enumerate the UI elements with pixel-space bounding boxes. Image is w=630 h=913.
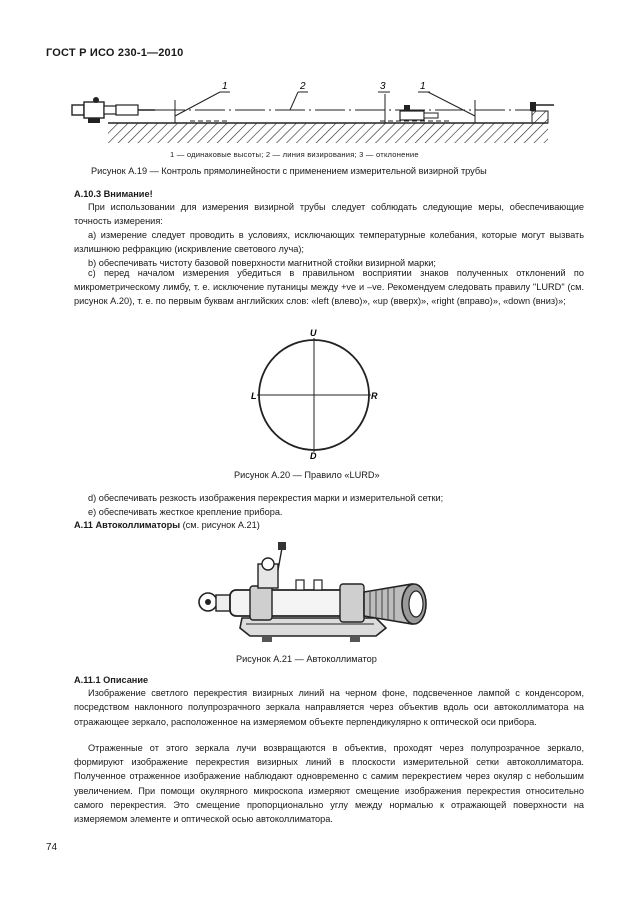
sighting-telescope bbox=[72, 97, 155, 123]
section-title: Описание bbox=[103, 675, 149, 685]
figure-reference: (см. рисунок А.21) bbox=[182, 520, 260, 530]
figure-a19-legend: 1 — одинаковые высоты; 2 — линия визирования; 3 — отклонение bbox=[170, 150, 419, 159]
figure-a20-diagram bbox=[250, 326, 380, 460]
paragraph-description-1: Изображение светлого перекрестия визирных линий на черном фоне, подсвеченное лампой с конденсором, посредством наклонного полупрозрачного зеркала направляется через объектив вдоль оси автоколлиматора на отражающее зеркало, расположенное на измеряемом объекте перпендикулярно к оптической оси прибора. bbox=[74, 688, 584, 727]
figure-a19-caption: Рисунок А.19 — Контроль прямолинейности с применением измерительной визирной трубы bbox=[91, 166, 487, 176]
section-title: Автоколлиматоры bbox=[95, 520, 181, 530]
section-number: А.10.3 bbox=[74, 189, 102, 199]
figure-a21-autocollimator bbox=[190, 540, 450, 646]
machine-table bbox=[108, 123, 548, 143]
paragraph-description-2: Отраженные от этого зеркала лучи возвращаются в объектив, проходят через полупрозрачное зеркало, формируют изображение перекрестия визирных линий в плоскости измерительной сетки автоколлиматора. Полученное отраженное изображение наблюдают одновременно с самим перекрестием через окуляр с небольшим увеличением. При помощи окулярного микроскопа измеряют смещение изображения перекрестия относительно самого перекрестия. Это смещение пропорционально углу между нормалью к отражающей поверхности на измеряемом элементе и оптической осью автоколлиматора. bbox=[74, 743, 584, 825]
list-item-e: е) обеспечивать жесткое крепление прибора. bbox=[88, 507, 283, 517]
callout-1-right: 1 bbox=[420, 81, 426, 92]
sighting-target bbox=[400, 105, 438, 120]
figure-a21-caption: Рисунок А.21 — Автоколлиматор bbox=[236, 654, 377, 664]
list-item-b: b) обеспечивать чистоту базовой поверхности магнитной стойки визирной марки; bbox=[88, 258, 436, 268]
list-item-c: с) перед началом измерения убедиться в правильном восприятии знаков полученных отклонений по микрометрическому лимбу, т. е. исключение путаницы между +ve и –ve. Рекомендуем следовать правилу "LURD" (см. рисунок А.20), т. е. по первым буквам английских слов: «left (влево)», «up (вверх)», «right (вправо)», «down (вниз)»; bbox=[74, 268, 584, 307]
section-number: А.11 bbox=[74, 520, 93, 530]
label-down: D bbox=[310, 451, 317, 460]
label-left: L bbox=[251, 391, 257, 401]
list-item-a: а) измерение следует проводить в условиях, исключающих температурные колебания, которые могут вызвать излишнюю рефракцию (искривление светового луча); bbox=[74, 230, 584, 255]
figure-a19-diagram bbox=[60, 72, 580, 150]
figure-a20-caption: Рисунок А.20 — Правило «LURD» bbox=[234, 470, 380, 480]
callout-3: 3 bbox=[380, 81, 386, 92]
section-a11-heading bbox=[74, 518, 584, 532]
page-number: 74 bbox=[46, 842, 58, 853]
section-title: Внимание! bbox=[103, 189, 153, 199]
document-header: ГОСТ Р ИСО 230-1—2010 bbox=[46, 47, 184, 59]
callout-1-left: 1 bbox=[222, 81, 228, 92]
label-right: R bbox=[371, 391, 378, 401]
section-number: А.11.1 bbox=[74, 675, 101, 685]
paragraph-intro: При использовании для измерения визирной трубы следует соблюдать следующие меры, обеспечивающие точность измерения: bbox=[74, 202, 584, 227]
list-item-d: d) обеспечивать резкость изображения перекрестия марки и измерительной сетки; bbox=[88, 493, 444, 503]
label-up: U bbox=[310, 328, 317, 338]
callout-2: 2 bbox=[300, 81, 306, 92]
